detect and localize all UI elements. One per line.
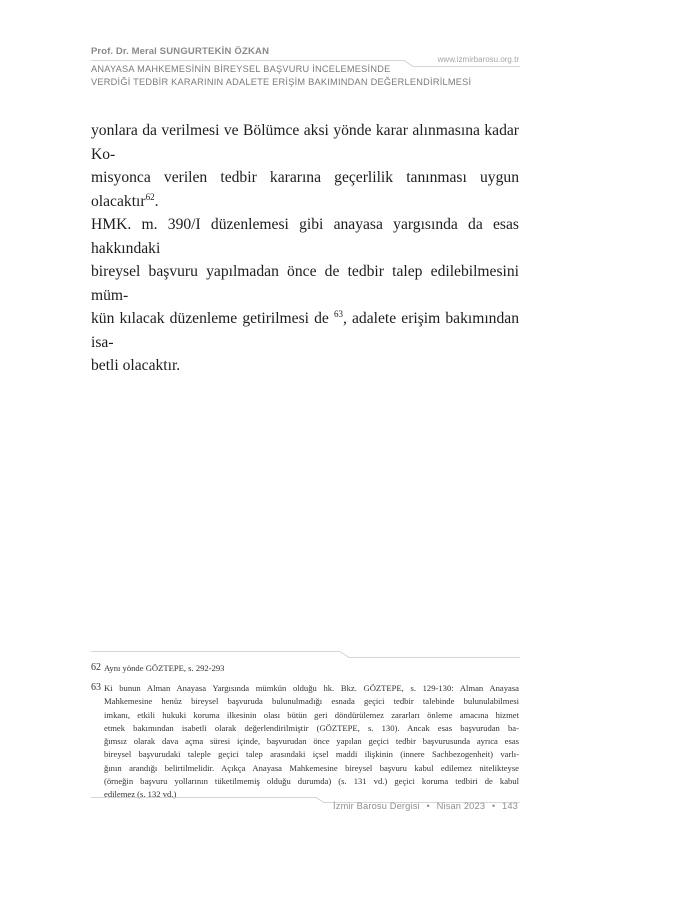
footnote-ref-62[interactable]: 62 [145,191,155,202]
body-line: bireysel başvuru yapılmadan önce de tedbir talep edilebilmesini müm- [91,263,519,304]
journal-name: İzmir Barosu Dergisi [333,801,420,811]
footnote-number: 63 [91,682,101,693]
footnote-line: bireysel başvurudaki taleple geçici talep arasındaki içsel maddi ilişkinin (innere Sachbezogenheit) varlı- [104,749,519,760]
running-header-website: www.izmirbarosu.org.tr [437,55,519,64]
footnote-line: Aynı yönde GÖZTEPE, s. 292-293 [104,663,225,673]
running-header-title-line-1: ANAYASA MAHKEMESİNİN BİREYSEL BAŞVURU İNCELEMESİNDE [91,64,391,74]
footnote-line: edilemez (s. 132 vd.) [104,789,177,800]
footnote-ref-63[interactable]: 63 [333,309,343,319]
body-line: yonlara da verilmesi ve Bölümce aksi yönde karar alınmasına kadar Ko- [91,122,519,163]
footnote-line: Ki bunun Alman Anayasa Yargısında mümkün olduğu hk. Bkz. GÖZTEPE, s. 129-130: Alman Anayasa [104,683,519,693]
page-footer [333,801,518,811]
footer-separator: • [491,801,496,811]
author-prefix: Prof. Dr. Meral [91,46,157,57]
page-number: 143 [502,801,518,811]
body-line: HMK. m. 390/I düzenlemesi gibi anayasa yargısında da esas hakkındaki [91,216,519,257]
body-line: betli olacaktır. [91,357,181,374]
body-line-text: kün kılacak düzenleme getirilmesi de [91,310,329,327]
body-line-text: misyonca verilen tedbir kararına geçerlilik tanınması uygun olacaktır [91,169,519,210]
body-line-end: . [154,192,159,210]
issue-date: Nisan 2023 [436,801,486,811]
footnote-line: ğının arandığı belirtilmelidir. Açıkça Anayasa Mahkemesine bireysel başvuru kabul edilemez nitelikteyse [104,762,519,773]
running-header-title-line-2: VERDİĞİ TEDBİR KARARININ ADALETE ERİŞİM BAKIMINDAN DEĞERLENDİRİLMESİ [91,76,472,87]
footer-separator: • [426,801,430,811]
author-surname: SUNGURTEKİN ÖZKAN [159,46,270,57]
body-line-text-cont: , adalete erişim bakımından isa- [91,310,519,351]
footnote-line: etmek bakımından isabetli olarak değerlendirilmiştir (GÖZTEPE, s. 130). Ancak esas başvurudan ba- [104,722,519,733]
footnote-line: imkanı, etkili hukuki koruma ilkesinin olası bütün geri döndürülemez zararları önleme amacına hizmet [104,709,519,720]
footnote-line: (örneğin başvuru yollarının tüketilmemiş olduğu durumda) (s. 131 vd.) geçici koruma tedbiri de kabul [104,776,519,787]
footnote-line: Mahkemesine henüz bireysel başvuruda bulunulmadığı esnada geçici tedbir talebinde bulunulabilmesi [104,696,519,707]
footnote-number: 62 [91,662,101,673]
footnote-line: ğımsız olarak dava açma süresi içinde, başvurudan önce yapılan geçici tedbir başvurusunda ayrıca esas [104,736,519,747]
